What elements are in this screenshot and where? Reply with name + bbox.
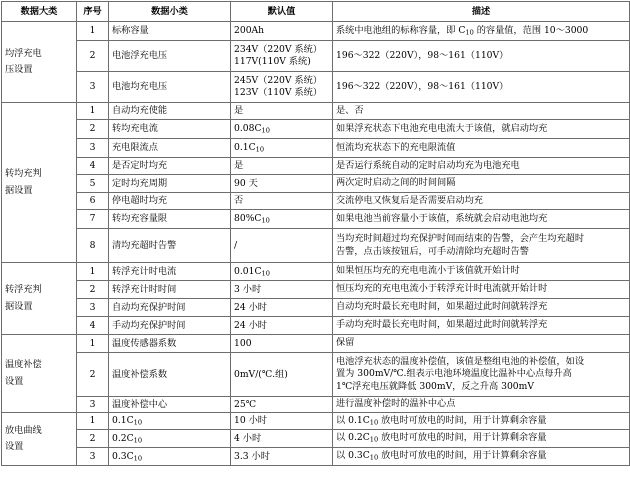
table-row [2, 353, 630, 397]
table-row [2, 229, 630, 263]
description-cell: 如果浮充状态下电池充电电流大于该值，就启动均充 [333, 120, 630, 139]
table-row [2, 281, 630, 299]
seq-cell: 2 [77, 120, 109, 139]
table-row [2, 41, 630, 72]
default-value-cell: 是 [231, 158, 333, 175]
default-value-cell: $0.1C_{10}$ [231, 139, 333, 158]
default-value-cell: 245V（220V 系统） 123V（110V 系统） [231, 72, 333, 103]
seq-cell: 7 [77, 210, 109, 229]
description-cell: 如果恒压均充的充电电流小于该值就开始计时 [333, 263, 630, 281]
default-value-cell: / [231, 229, 333, 263]
description-cell: 两次定时启动之间的时间间隔 [333, 175, 630, 193]
table-row [2, 175, 630, 193]
default-value-cell: 10 小时 [231, 413, 333, 430]
table-row [2, 430, 630, 448]
seq-cell: 1 [77, 413, 109, 430]
table-body [2, 22, 630, 466]
header-category: 数据大类 [2, 2, 77, 22]
table-row [2, 120, 630, 139]
table-row [2, 193, 630, 210]
seq-cell: 4 [77, 317, 109, 335]
seq-cell: 6 [77, 193, 109, 210]
table-row [2, 448, 630, 466]
seq-cell: 1 [77, 263, 109, 281]
default-value-cell: $80\%C_{10}$ [231, 210, 333, 229]
description-cell: 恒流均充状态下的充电限流值 [333, 139, 630, 158]
default-value-cell: 24 小时 [231, 299, 333, 317]
seq-cell: 8 [77, 229, 109, 263]
description-cell: 以 $0.2C_{10}$ 放电时可放电的时间，用于计算剩余容量 [333, 430, 630, 448]
subcategory-cell: 转浮充计时时间 [109, 281, 231, 299]
subcategory-cell: 充电限流点 [109, 139, 231, 158]
header-subcategory: 数据小类 [109, 2, 231, 22]
subcategory-cell: 电池均充电压 [109, 72, 231, 103]
description-cell: 以 $0.3C_{10}$ 放电时可放电的时间，用于计算剩余容量 [333, 448, 630, 466]
default-value-cell: 200Ah [231, 22, 333, 41]
parameter-table [1, 1, 630, 466]
subcategory-cell: 标称容量 [109, 22, 231, 41]
seq-cell: 3 [77, 448, 109, 466]
subcategory-cell: 自动均充使能 [109, 103, 231, 120]
seq-cell: 1 [77, 22, 109, 41]
description-cell: 是、否 [333, 103, 630, 120]
subcategory-cell: 是否定时均充 [109, 158, 231, 175]
seq-cell: 1 [77, 335, 109, 353]
subcategory-cell: 手动均充保护时间 [109, 317, 231, 335]
description-cell: 手动均充时最长充电时间，如果超过此时间就转浮充 [333, 317, 630, 335]
default-value-cell: 是 [231, 103, 333, 120]
description-cell: 恒压均充的充电电流小于转浮充计时电流就开始计时 [333, 281, 630, 299]
table-row [2, 299, 630, 317]
header-row [2, 2, 630, 22]
subcategory-cell: 转均充容量限 [109, 210, 231, 229]
default-value-cell: 3 小时 [231, 281, 333, 299]
default-value-cell: 90 天 [231, 175, 333, 193]
category-cell: 转浮充判 据设置 [2, 263, 77, 335]
subcategory-cell: 自动均充保护时间 [109, 299, 231, 317]
default-value-cell: $0.08C_{10}$ [231, 120, 333, 139]
table-row [2, 103, 630, 120]
seq-cell: 3 [77, 299, 109, 317]
default-value-cell: 0mV/(℃.组) [231, 353, 333, 397]
description-cell: 是否运行系统自动的定时启动均充为电池充电 [333, 158, 630, 175]
description-cell: 自动均充时最长充电时间，如果超过此时间就转浮充 [333, 299, 630, 317]
subcategory-cell: 温度补偿中心 [109, 397, 231, 413]
description-cell: 如果电池当前容量小于该值，系统就会启动电池均充 [333, 210, 630, 229]
default-value-cell: 24 小时 [231, 317, 333, 335]
header-description: 描述 [333, 2, 630, 22]
table-row [2, 335, 630, 353]
subcategory-cell: 清均充超时告警 [109, 229, 231, 263]
subcategory-cell: 电池浮充电压 [109, 41, 231, 72]
category-cell: 放电曲线 设置 [2, 413, 77, 466]
subcategory-cell: $0.3C_{10}$ [109, 448, 231, 466]
description-cell: 196～322（220V），98～161（110V） [333, 41, 630, 72]
default-value-cell: 234V（220V 系统） 117V(110V 系统) [231, 41, 333, 72]
description-cell: 以 $0.1C_{10}$ 放电时可放电的时间，用于计算剩余容量 [333, 413, 630, 430]
category-cell: 温度补偿 设置 [2, 335, 77, 413]
description-cell: 交流停电又恢复后是否需要启动均充 [333, 193, 630, 210]
default-value-cell: 否 [231, 193, 333, 210]
seq-cell: 2 [77, 281, 109, 299]
description-cell: 进行温度补偿时的温补中心点 [333, 397, 630, 413]
subcategory-cell: 转浮充计时电流 [109, 263, 231, 281]
category-cell: 转均充判 据设置 [2, 103, 77, 263]
description-cell: 当均充时间超过均充保护时间而结束的告警，会产生均充超时 告警，点击该按钮后，可手动清除均充超时告警 [333, 229, 630, 263]
subcategory-cell: 定时均充周期 [109, 175, 231, 193]
table-row [2, 317, 630, 335]
seq-cell: 2 [77, 353, 109, 397]
seq-cell: 3 [77, 72, 109, 103]
seq-cell: 3 [77, 397, 109, 413]
subcategory-cell: 转均充电流 [109, 120, 231, 139]
table-row [2, 397, 630, 413]
table-row [2, 139, 630, 158]
table-row [2, 413, 630, 430]
seq-cell: 5 [77, 175, 109, 193]
default-value-cell: 3.3 小时 [231, 448, 333, 466]
subcategory-cell: 温度补偿系数 [109, 353, 231, 397]
table-row [2, 22, 630, 41]
description-cell: 保留 [333, 335, 630, 353]
header-seq: 序号 [77, 2, 109, 22]
table-row [2, 210, 630, 229]
table-row [2, 158, 630, 175]
seq-cell: 4 [77, 158, 109, 175]
subcategory-cell: 停电超时均充 [109, 193, 231, 210]
default-value-cell: 4 小时 [231, 430, 333, 448]
subcategory-cell: $0.1C_{10}$ [109, 413, 231, 430]
default-value-cell: 25℃ [231, 397, 333, 413]
seq-cell: 3 [77, 139, 109, 158]
description-cell: 电池浮充状态的温度补偿值，该值是整组电池的补偿值，如设 置为 300mV/℃.组表示电池环境温度比温补中心点每升高 1℃浮充电压就降低 300mV，反之升高 300mV [333, 353, 630, 397]
table-row [2, 263, 630, 281]
table-row [2, 72, 630, 103]
header-default: 默认值 [231, 2, 333, 22]
seq-cell: 2 [77, 430, 109, 448]
default-value-cell: $0.01C_{10}$ [231, 263, 333, 281]
description-cell: 196～322（220V），98～161（110V） [333, 72, 630, 103]
category-cell: 均浮充电 压设置 [2, 22, 77, 103]
seq-cell: 1 [77, 103, 109, 120]
subcategory-cell: $0.2C_{10}$ [109, 430, 231, 448]
seq-cell: 2 [77, 41, 109, 72]
description-cell: 系统中电池组的标称容量，即 $C_{10}$ 的容量值，范围 10～3000 [333, 22, 630, 41]
default-value-cell: 100 [231, 335, 333, 353]
subcategory-cell: 温度传感器系数 [109, 335, 231, 353]
